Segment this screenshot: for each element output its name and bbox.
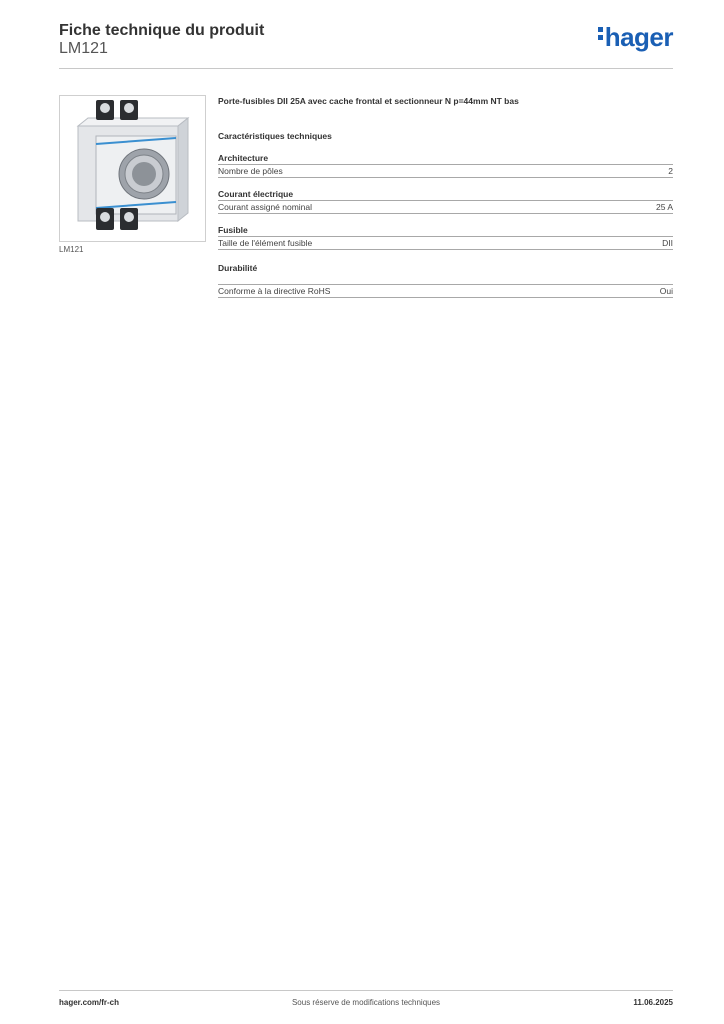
spec-label: Taille de l'élément fusible <box>218 238 313 248</box>
logo-dots-icon <box>598 27 603 43</box>
spec-value: Oui <box>659 286 673 296</box>
page-footer <box>59 998 673 1010</box>
spec-label: Conforme à la directive RoHS <box>218 286 331 296</box>
footer-divider <box>59 990 673 991</box>
spec-group-title: Durabilité <box>218 263 258 273</box>
spec-group-fusible <box>218 224 673 250</box>
spec-row <box>218 236 673 250</box>
fuse-holder-illustration <box>60 96 205 241</box>
footer-date: 11.06.2025 <box>633 998 673 1007</box>
logo-text: hager <box>604 22 673 52</box>
spec-value: 2 <box>668 166 673 176</box>
spec-value: DII <box>662 238 673 248</box>
page-header <box>59 20 673 70</box>
product-reference: LM121 <box>59 40 108 57</box>
spec-row <box>218 284 673 298</box>
spec-group-durabilite <box>218 262 673 298</box>
spec-row <box>218 164 673 178</box>
footer-website-link[interactable]: hager.com/fr-ch <box>59 998 120 1007</box>
specs-title: Caractéristiques techniques <box>218 131 332 141</box>
spec-group-title: Courant électrique <box>218 189 294 199</box>
product-image <box>59 95 206 242</box>
spec-value: 25 A <box>655 202 673 212</box>
image-caption: LM121 <box>59 245 84 254</box>
spec-row <box>218 200 673 214</box>
product-details <box>218 95 673 298</box>
footer-notice: Sous réserve de modifications techniques <box>291 998 441 1007</box>
spec-label: Nombre de pôles <box>218 166 283 176</box>
spec-group-title: Fusible <box>218 225 248 235</box>
header-divider <box>59 68 673 69</box>
spec-group-architecture <box>218 152 673 178</box>
document-title: Fiche technique du produit <box>59 22 265 39</box>
product-description: Porte-fusibles DII 25A avec cache frontal et sectionneur N p=44mm NT bas <box>218 96 519 106</box>
spec-label: Courant assigné nominal <box>218 202 313 212</box>
hager-logo <box>598 24 673 50</box>
spec-group-courant <box>218 188 673 214</box>
spec-group-title: Architecture <box>218 153 269 163</box>
